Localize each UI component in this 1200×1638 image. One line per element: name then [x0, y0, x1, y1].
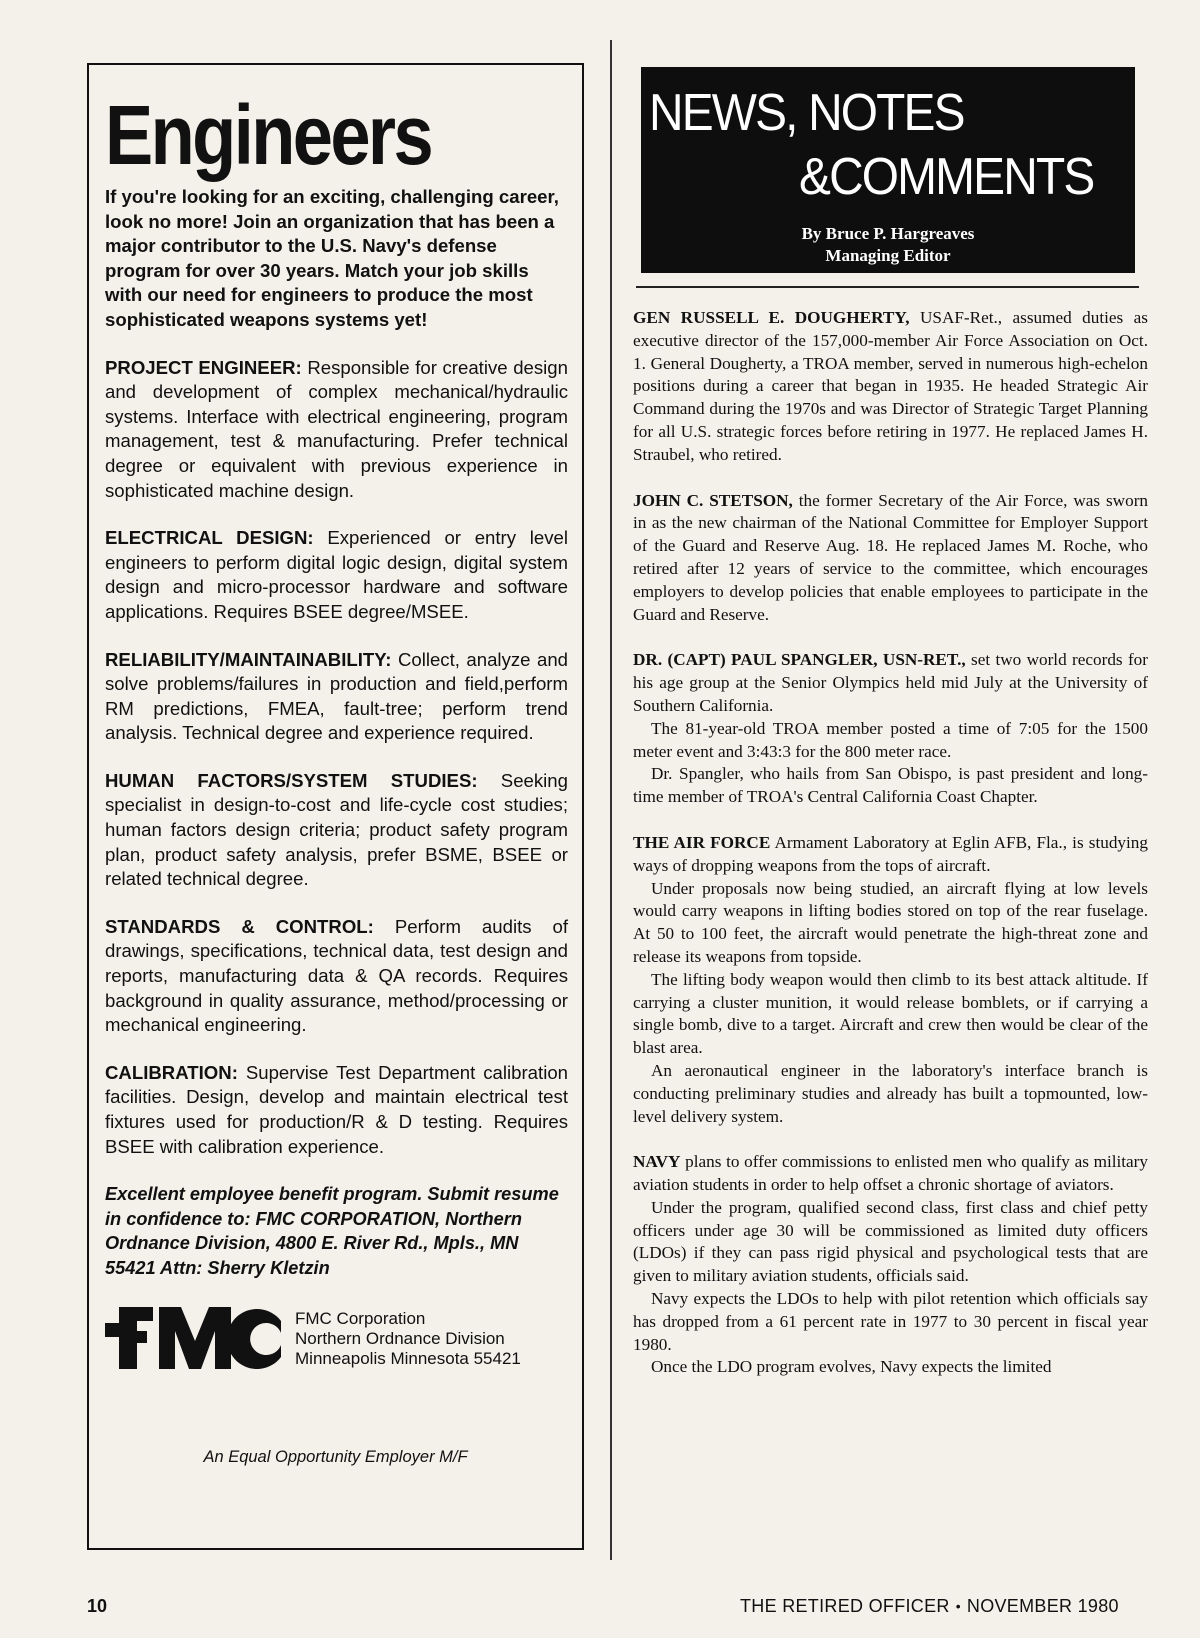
- running-footer: [740, 1596, 1119, 1617]
- news-lead: THE AIR FORCE: [633, 832, 771, 852]
- news-item: [633, 307, 1148, 467]
- news-column: [633, 307, 1148, 1402]
- column-divider: [610, 40, 612, 1560]
- banner-title-line2: &COMMENTS: [799, 148, 1094, 206]
- news-text: plans to offer commissions to enlisted men who qualify as military aviation students in order to help offset a chronic shortage of aviators.: [633, 1152, 1149, 1195]
- ad-section-electrical-design: [105, 526, 568, 624]
- section-head: STANDARDS & CONTROL:: [105, 915, 374, 937]
- banner-rule: [636, 286, 1139, 288]
- news-lead: DR. (CAPT) PAUL SPANGLER, USN-RET.,: [633, 650, 966, 670]
- news-text: Armament Laboratory at Eglin AFB, Fla., is studying ways of dropping weapons from the tops of aircraft.: [633, 832, 1148, 875]
- section-head: PROJECT ENGINEER:: [105, 356, 302, 378]
- byline-role: Managing Editor: [825, 246, 951, 265]
- news-paragraph: Navy expects the LDOs to help with pilot retention which officials say has dropped from a 61 percent rate in 1977 to 30 percent in fiscal year 1980.: [633, 1289, 1148, 1354]
- section-body: Experienced or entry level engineers to perform digital logic design, digital system design and micro-processor hardware and software applications. Requires BSEE degree/MSEE.: [105, 527, 568, 622]
- issue-date: NOVEMBER 1980: [966, 1596, 1119, 1616]
- page-number: 10: [87, 1596, 108, 1616]
- news-paragraph: The 81-year-old TROA member posted a time of 7:05 for the 1500 meter event and 3:43:3 for the 800 meter race.: [633, 718, 1148, 761]
- section-head: HUMAN FACTORS/SYSTEM STUDIES:: [105, 769, 478, 791]
- news-text: USAF-Ret., assumed duties as executive director of the 157,000-member Air Force Association on Oct. 1. General Dougherty, a TROA member, served in numerous high-echelon positions during a career that began in 1935. He headed Strategic Air Command during the 1970s and was Director of Strategic Target Planning for all U.S. strategic forces before retiring in 1977. He replaced James H. Straubel, who retired.: [633, 308, 1148, 464]
- news-paragraph: An aeronautical engineer in the laboratory's interface branch is conducting preliminary studies and already has built a topmounted, low-level delivery system.: [633, 1060, 1148, 1126]
- news-lead: JOHN C. STETSON,: [633, 490, 793, 510]
- ad-section-human-factors: [105, 769, 568, 892]
- publication-name: THE RETIRED OFFICER: [740, 1596, 950, 1616]
- section-body: Supervise Test Department calibration facilities. Design, develop and maintain electrical test fixtures used for production/R & D testing. Requires BSEE with calibration experience.: [105, 1061, 569, 1157]
- address-line: Minneapolis Minnesota 55421: [295, 1348, 521, 1368]
- news-text: the former Secretary of the Air Force, was sworn in as the new chairman of the National Committee for Employer Support of the Guard and Reserve Aug. 18. He replaced James M. Roche, who retired after 12 years of service to the committee, which encourages employers to develop policies that enable employees to participate in the Guard and Reserve.: [633, 490, 1149, 624]
- fmc-signature: [105, 1299, 568, 1379]
- news-item: [633, 1151, 1148, 1379]
- news-paragraph: Under proposals now being studied, an aircraft flying at low levels would carry weapons in lifting bodies stored on top of the rear fuselage. At 50 to 100 feet, the aircraft would penetrate the high-threat zone and release its weapons from topside.: [633, 878, 1148, 966]
- section-body: Seeking specialist in design-to-cost and life-cycle cost studies; human factors design criteria; product safety program plan, product safety analysis, prefer BSME, BSEE or related technical degree.: [105, 769, 568, 890]
- address-line: FMC Corporation: [295, 1308, 426, 1328]
- column-banner: [641, 67, 1135, 273]
- fmc-logo: [105, 1301, 285, 1377]
- news-item: [633, 832, 1148, 1128]
- equal-opportunity-line: An Equal Opportunity Employer M/F: [203, 1448, 468, 1466]
- section-body: Responsible for creative design and development of complex mechanical/hydraulic systems. Interface with electrical engineering, program management, test & manufacturing. Prefer technical degree or equivalent with previous experience in sophisticated machine design.: [105, 356, 568, 501]
- ad-title: Engineers: [105, 88, 432, 182]
- address-line: Northern Ordnance Division: [295, 1328, 505, 1348]
- news-paragraph: Once the LDO program evolves, Navy expects the limited: [651, 1357, 1052, 1377]
- section-head: ELECTRICAL DESIGN:: [105, 527, 314, 549]
- ad-section-project-engineer: [105, 356, 568, 504]
- news-lead: NAVY: [633, 1152, 681, 1172]
- section-head: RELIABILITY/MAINTAINABILITY:: [105, 648, 392, 670]
- ad-section-calibration: [105, 1061, 568, 1159]
- section-head: CALIBRATION:: [105, 1061, 238, 1083]
- banner-byline: [641, 223, 1135, 267]
- fmc-logo-graphic: [105, 1301, 285, 1377]
- footer-bullet: •: [955, 1598, 961, 1614]
- news-paragraph: Under the program, qualified second class, first class and chief petty officers under age 30 will be commissioned as limited duty officers (LDOs) if they can pass rigid physical and psychological tests that are given to military aviation students, officials said.: [633, 1197, 1148, 1286]
- news-item: [633, 490, 1148, 627]
- ad-section-reliability: [105, 648, 568, 746]
- banner-title-line1: NEWS, NOTES: [649, 84, 964, 142]
- byline-author: By Bruce P. Hargreaves: [801, 224, 975, 243]
- fmc-advertisement: [87, 63, 584, 1550]
- news-item: [633, 649, 1148, 809]
- ad-intro: If you're looking for an exciting, challenging career, look no more! Join an organization that has been a major contributor to the U.S. Navy's defense program for over 30 years. Match your job skills with our need for engineers to produce the most sophisticated weapons systems yet!: [105, 186, 559, 330]
- news-text: set two world records for his age group at the Senior Olympics held mid July at the University of Southern California.: [633, 650, 1148, 715]
- news-paragraph: The lifting body weapon would then climb to its best attack altitude. If carrying a cluster munition, it would release bomblets, or if carrying a single bomb, dive to a target. Aircraft and crew then would be clear of the blast area.: [633, 969, 1148, 1058]
- section-body: Perform audits of drawings, specifications, technical data, test design and reports, manufacturing data & QA records. Requires background in quality assurance, method/processing or mechanical engineering.: [105, 915, 569, 1036]
- fmc-address: [295, 1309, 521, 1369]
- news-paragraph: Dr. Spangler, who hails from San Obispo, is past president and long-time member of TROA's Central California Coast Chapter.: [633, 764, 1148, 807]
- section-body: Collect, analyze and solve problems/failures in production and field,perform RM predictions, FMEA, fault-tree; perform trend analysis. Technical degree and experience required.: [105, 648, 568, 744]
- ad-section-standards-control: [105, 915, 568, 1038]
- ad-call-to-action: Excellent employee benefit program. Submit resume in confidence to: FMC CORPORATION, Northern Ordnance Division, 4800 E. River Rd., Mpls., MN 55421 Attn: Sherry Kletzin: [105, 1184, 559, 1278]
- news-lead: GEN RUSSELL E. DOUGHERTY,: [633, 308, 910, 327]
